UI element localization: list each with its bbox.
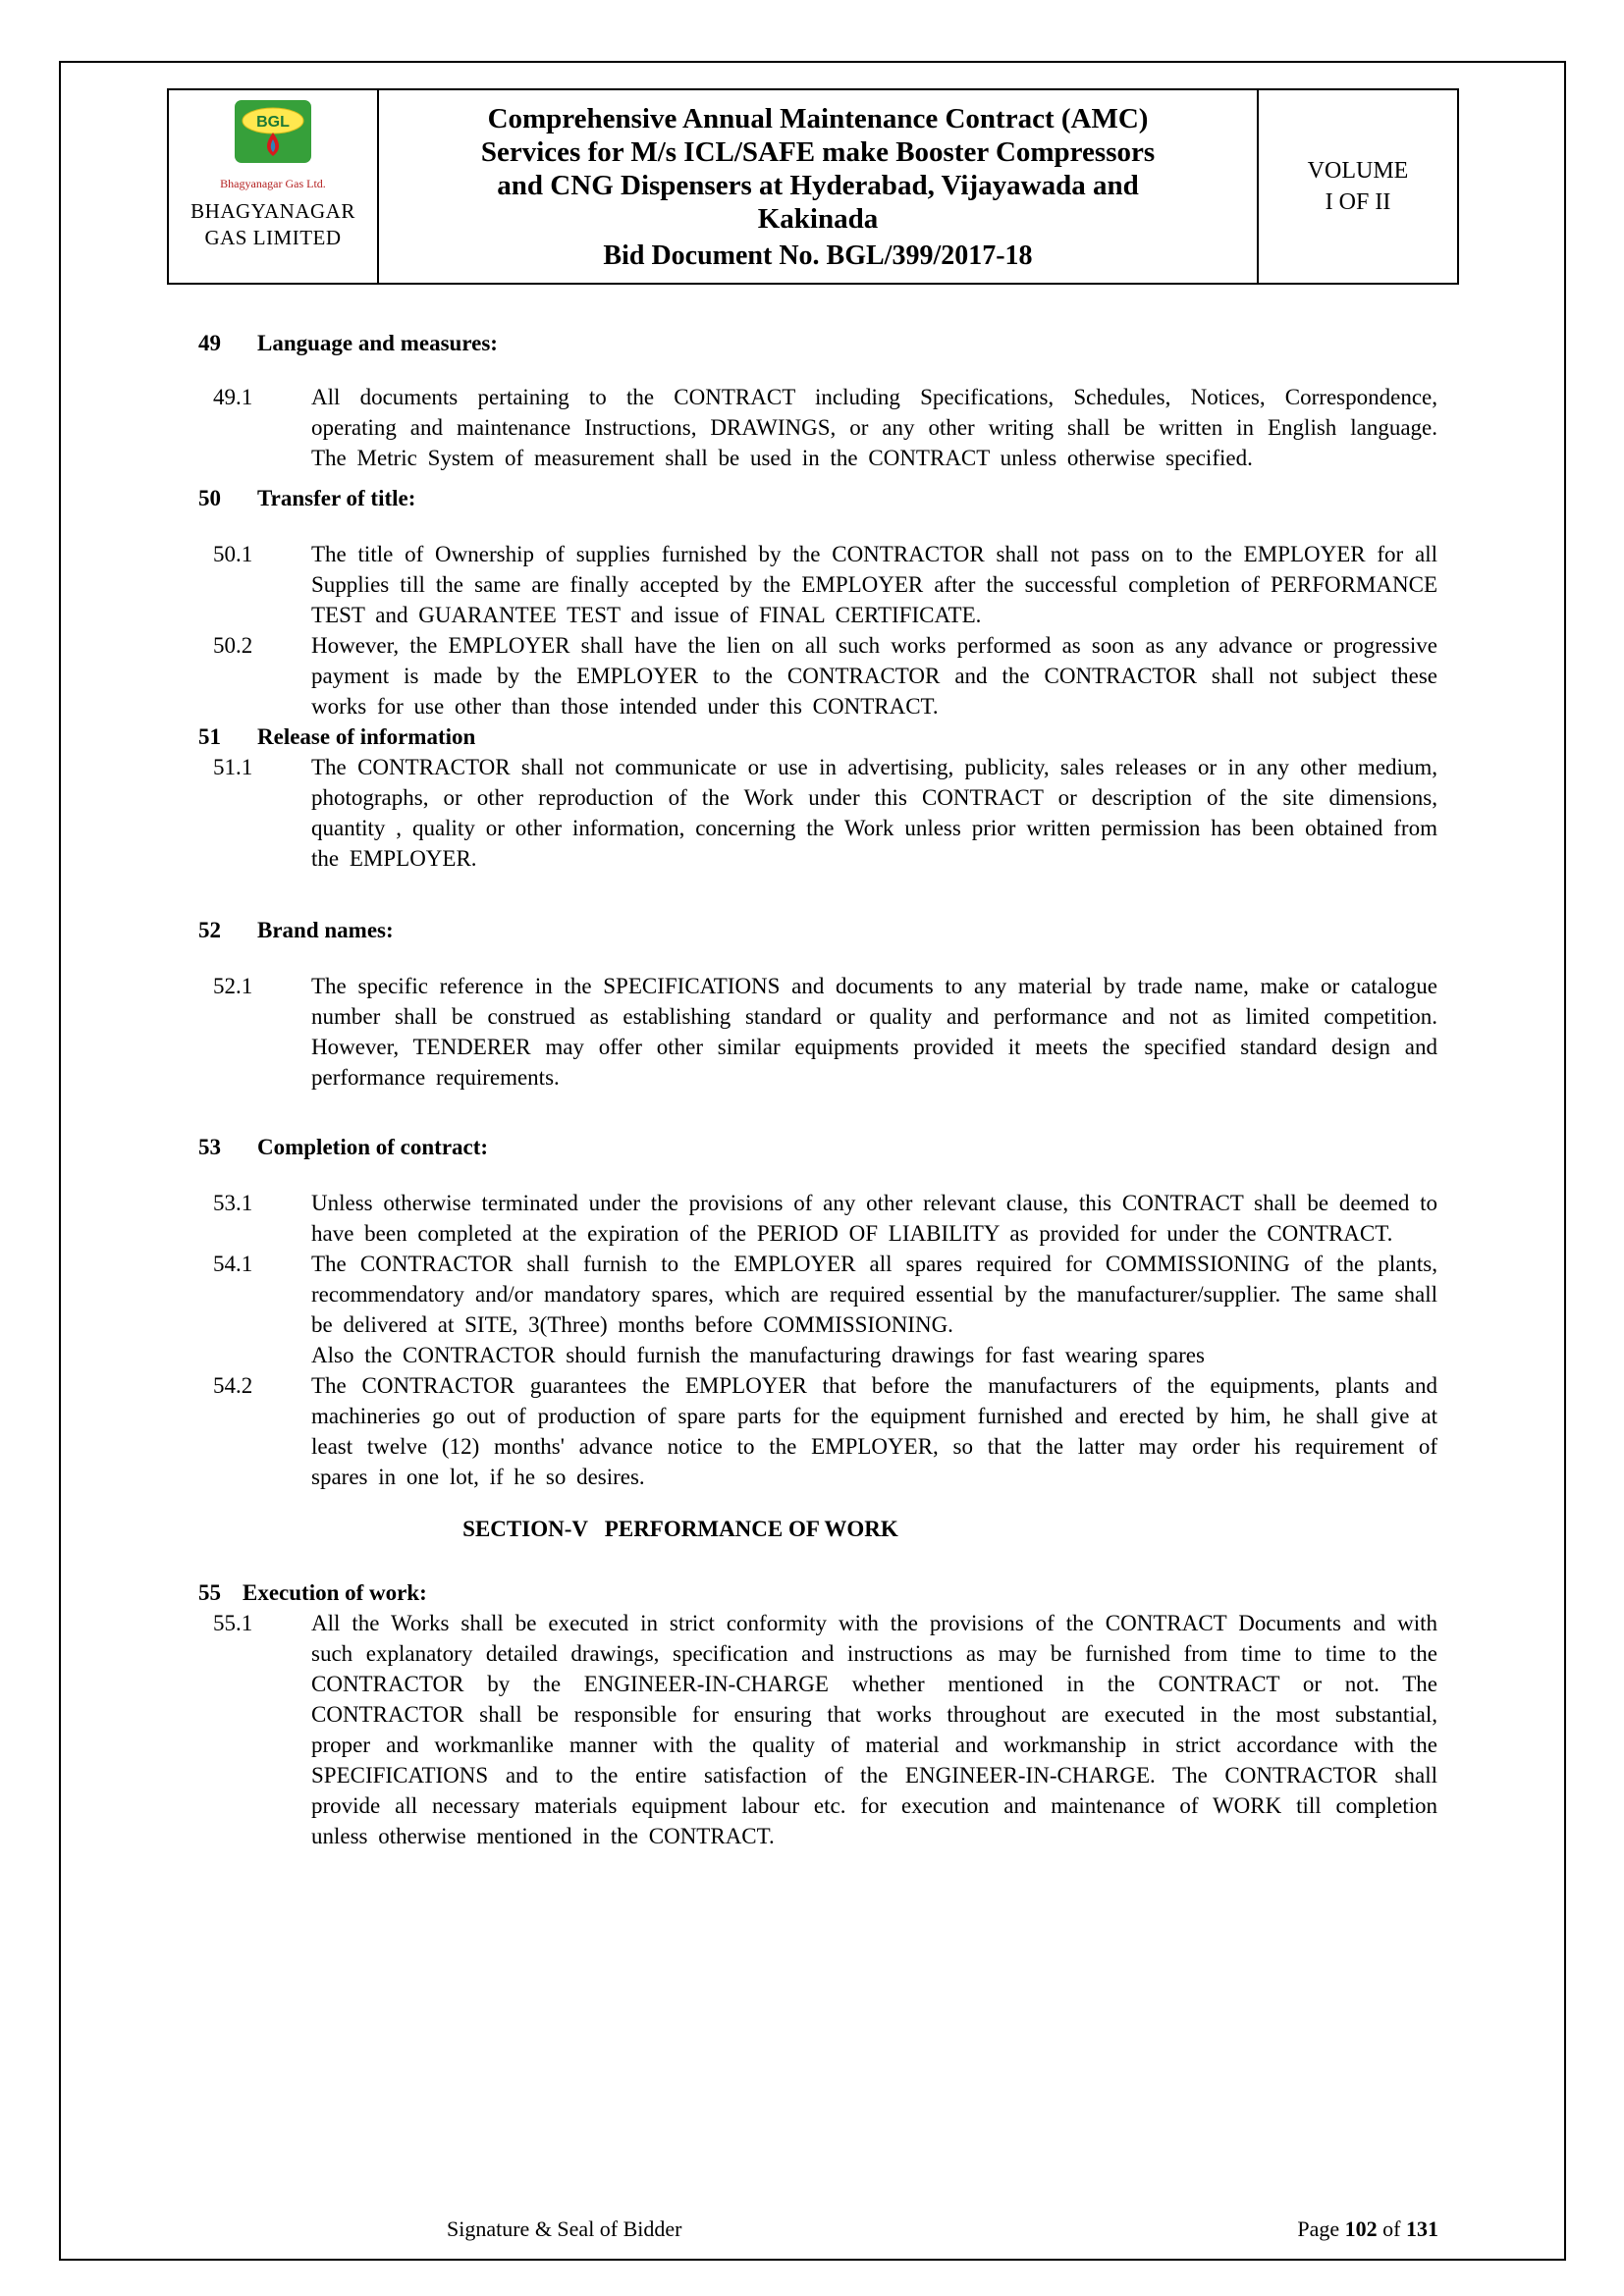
logo-caption: Bhagyanagar Gas Ltd. bbox=[220, 177, 326, 190]
document-title-line3: and CNG Dispensers at Hyderabad, Vijayawada and bbox=[497, 170, 1139, 201]
clause-number: 50 bbox=[198, 486, 221, 510]
clause-number: 50.1 bbox=[213, 542, 253, 566]
clause-text: The CONTRACTOR shall furnish to the EMPLOYER all spares required for COMMISSIONING of the plants, recommendatory and/or mandatory spares, which are required essential by the manufacturer/supplier. The same shall be delivered at SITE, 3(Three) months before COMMISSIONING. Also the CONTRACTOR should furnish the manufacturing drawings for fast wearing spares bbox=[311, 1249, 1437, 1370]
clause-title: Transfer of title: bbox=[257, 486, 416, 510]
clause-text: All documents pertaining to the CONTRACT including Specifications, Schedules, Notices, Correspondence, operating and maintenance Instructions, DRAWINGS, or any other writing shall be written in English language. The Metric System of measurement shall be used in the CONTRACT unless otherwise specified. bbox=[311, 385, 1437, 470]
clause-title: Completion of contract: bbox=[257, 1135, 489, 1159]
clause-heading bbox=[198, 1132, 1437, 1162]
clause-paragraph bbox=[198, 1249, 1437, 1370]
clause-text: However, the EMPLOYER shall have the lien on all such works performed as soon as any advance or progressive payment is made by the EMPLOYER to the CONTRACTOR and the CONTRACTOR shall not subject these works for use other than those intended under this CONTRACT. bbox=[311, 633, 1437, 719]
clause-text: The title of Ownership of supplies furnished by the CONTRACTOR shall not pass on to the EMPLOYER for all Supplies till the same are finally accepted by the EMPLOYER after the successful completion of PERFORMANCE TEST and GUARANTEE TEST and issue of FINAL CERTIFICATE. bbox=[311, 542, 1437, 627]
document-title-line2: Services for M/s ICL/SAFE make Booster Compressors bbox=[480, 136, 1156, 168]
page-total: 131 bbox=[1406, 2216, 1438, 2241]
clause-text: All the Works shall be executed in strict conformity with the provisions of the CONTRACT Documents and with such explanatory detailed drawings, specification and instructions as may be furnished from time to time to the CONTRACTOR by the ENGINEER-IN-CHARGE whether mentioned in the CONTRACT or not. The CONTRACTOR shall be responsible for ensuring that works throughout are executed in the most substantial, proper and workmanlike manner with the quality of material and workmanship in strict accordance with the SPECIFICATIONS and to the entire satisfaction of the ENGINEER-IN-CHARGE. The CONTRACTOR shall provide all necessary materials equipment labour etc. for execution and maintenance of WORK till completion unless otherwise mentioned in the CONTRACT. bbox=[311, 1611, 1437, 1848]
company-name bbox=[173, 198, 373, 251]
clause-extra-line: Also the CONTRACTOR should furnish the manufacturing drawings for fast wearing spares bbox=[311, 1343, 1205, 1367]
clause-paragraph bbox=[198, 1608, 1437, 1851]
logo-text: BGL bbox=[256, 114, 290, 131]
document-title-cell bbox=[379, 90, 1259, 283]
clause-number: 53 bbox=[198, 1135, 221, 1159]
company-name-line2: GAS LIMITED bbox=[204, 226, 342, 249]
document-header bbox=[167, 88, 1459, 285]
document-title-line4: Kakinada bbox=[757, 203, 879, 235]
clause-heading bbox=[198, 328, 1437, 358]
clause-number: 51.1 bbox=[213, 755, 253, 779]
document-title bbox=[393, 102, 1243, 236]
company-name-line1: BHAGYANAGAR bbox=[190, 199, 355, 223]
section-center-heading: SECTION-V PERFORMANCE OF WORK bbox=[462, 1517, 898, 1541]
clause-number: 53.1 bbox=[213, 1191, 253, 1215]
volume-line1: VOLUME bbox=[1307, 158, 1409, 184]
volume-line2: I OF II bbox=[1325, 189, 1391, 215]
clause-number: 51 bbox=[198, 724, 221, 749]
page-border bbox=[59, 61, 1566, 2261]
document-title-line1: Comprehensive Annual Maintenance Contract (AMC) bbox=[487, 103, 1149, 134]
clause-number: 49 bbox=[198, 331, 221, 355]
page-current: 102 bbox=[1344, 2216, 1378, 2241]
clause-heading bbox=[198, 915, 1437, 945]
clause-number: 52 bbox=[198, 918, 221, 942]
clause-number: 50.2 bbox=[213, 633, 253, 658]
signature-seal-label: Signature & Seal of Bidder bbox=[447, 2216, 682, 2241]
company-logo-icon bbox=[221, 100, 325, 171]
clause-text: The CONTRACTOR guarantees the EMPLOYER that before the manufacturers of the equipments, plants and machineries go out of production of spare parts for the equipment furnished and erected by him, he shall give at least twelve (12) months' advance notice to the EMPLOYER, so that the latter may order his requirement of spares in one lot, if he so desires. bbox=[311, 1373, 1437, 1489]
volume-label bbox=[1308, 155, 1409, 218]
content-sections bbox=[198, 328, 1437, 1851]
page-word: Page bbox=[1297, 2216, 1340, 2241]
of-word: of bbox=[1382, 2216, 1401, 2241]
clause-paragraph bbox=[198, 539, 1437, 630]
clause-paragraph bbox=[198, 1188, 1437, 1249]
clause-paragraph bbox=[198, 971, 1437, 1093]
clause-paragraph bbox=[198, 382, 1437, 473]
clause-paragraph bbox=[198, 1370, 1437, 1492]
clause-number: 54.2 bbox=[213, 1373, 253, 1398]
clause-title: Execution of work: bbox=[243, 1580, 427, 1605]
company-logo-cell bbox=[169, 90, 379, 283]
clause-text: The specific reference in the SPECIFICATIONS and documents to any material by trade name, make or catalogue number shall be construed as establishing standard or quality and performance and not as limited competition. However, TENDERER may offer other similar equipments provided it meets the specified standard design and performance requirements. bbox=[311, 974, 1437, 1090]
volume-cell bbox=[1259, 90, 1457, 283]
clause-text: Unless otherwise terminated under the provisions of any other relevant clause, this CONTRACT shall be deemed to have been completed at the expiration of the PERIOD OF LIABILITY as provided for under the CONTRACT. bbox=[311, 1191, 1437, 1246]
clause-paragraph bbox=[198, 630, 1437, 721]
clause-title: Language and measures: bbox=[257, 331, 498, 355]
clause-heading bbox=[198, 1577, 1437, 1608]
clause-title: Brand names: bbox=[257, 918, 394, 942]
clause-paragraph bbox=[198, 752, 1437, 874]
clause-number: 55 bbox=[198, 1580, 221, 1605]
page-number bbox=[1297, 2215, 1438, 2244]
clause-title: Release of information bbox=[257, 724, 476, 749]
bid-document-number: Bid Document No. BGL/399/2017-18 bbox=[603, 240, 1033, 271]
clause-heading bbox=[198, 721, 1437, 752]
clause-heading bbox=[198, 483, 1437, 513]
clause-text: The CONTRACTOR shall not communicate or use in advertising, publicity, sales releases or in any other medium, photographs, or other reproduction of the Work under this CONTRACT or description of the site dimensions, quantity , quality or other information, concerning the Work unless prior written permission has been obtained from the EMPLOYER. bbox=[311, 755, 1437, 871]
clause-number: 54.1 bbox=[213, 1252, 253, 1276]
clause-number: 49.1 bbox=[213, 385, 253, 409]
clause-number: 52.1 bbox=[213, 974, 253, 998]
clause-number: 55.1 bbox=[213, 1611, 253, 1635]
